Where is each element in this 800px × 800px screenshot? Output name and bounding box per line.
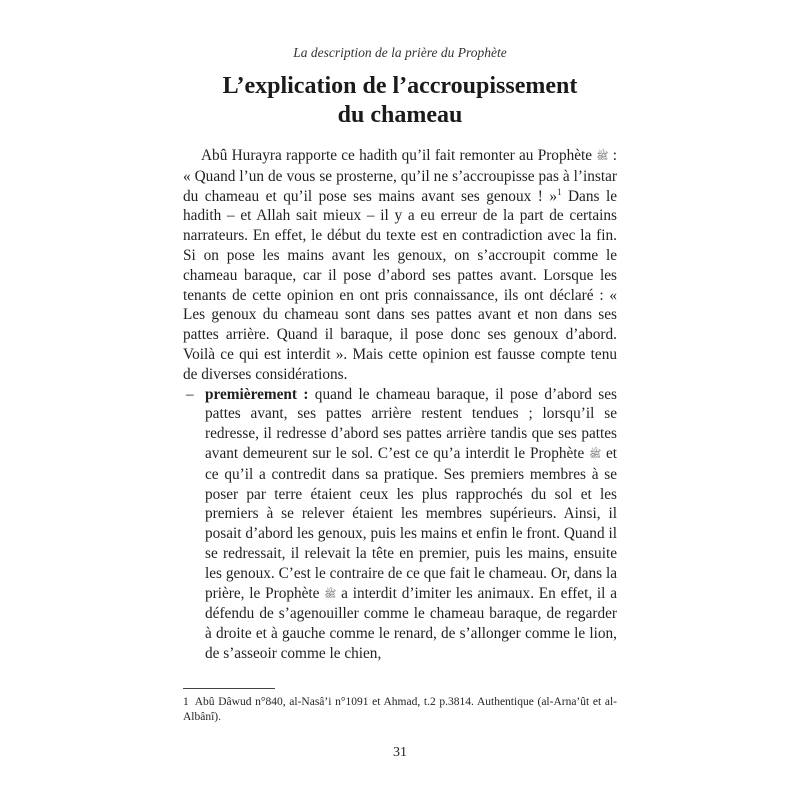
list-lead-in: premièrement :: [205, 385, 309, 403]
list-item-first: [183, 385, 617, 664]
body-text: [183, 146, 617, 664]
footnote-rule: [183, 688, 275, 689]
salawat-glyph: ﷺ: [324, 588, 337, 600]
running-head: La description de la prière du Prophète: [293, 45, 507, 60]
considerations-list: [183, 385, 617, 664]
paragraph-text-2: : « Quand l’un de vous se prosterne, qu’il ne s’accroupisse pas à l’instar du chameau et qu’il pose ses mains avant ses genoux ! »: [183, 147, 618, 205]
footnote-text: Abû Dâwud n°840, al-Nasâ’i n°1091 et Ahmad, t.2 p.3814. Authentique (al-Arna’ût et al-Albânî).: [183, 696, 617, 723]
footnote-reference[interactable]: 1: [557, 186, 562, 197]
salawat-glyph: ﷺ: [596, 151, 609, 162]
list-text-3: a interdit d’imiter les animaux. En effet, il a défendu de s’agenouiller comme le chameau baraque, de regarder à droite et à gauche comme le renard, de s’allonger comme le lion, de s’asseoir comme le chien,: [205, 584, 618, 662]
intro-paragraph: [183, 146, 617, 385]
list-dash: –: [186, 385, 194, 403]
page-number: 31: [393, 745, 407, 760]
footnote: [183, 695, 617, 725]
paragraph-text-3: Dans le hadith – et Allah sait mieux – il y a eu erreur de la part de certains narrateurs. En effet, le début du texte est en contradiction avec la fin. Si on pose les mains avant les genoux, on s’accroupit comme le chameau baraque, car il pose d’abord ses pattes avant. Lorsque les tenants de cette opinion en ont pris connaissance, ils ont déclaré : « Les genoux du chameau sont dans ses pattes avant et non dans ses pattes arrière. Quand il baraque, il pose donc ses genoux d’abord. Voilà ce qui est interdit ». Mais cette opinion est fausse compte tenu de diverses considérations.: [183, 187, 617, 383]
list-text-1: quand le chameau baraque, il pose d’abord ses pattes avant, ses pattes arrière restent tendues ; lorsqu’il se redresse, il redresse d’abord ses pattes arrière tandis que ses pattes avant demeurent sur le sol. C’est ce qu’a interdit le Prophète: [205, 385, 617, 462]
paragraph-text-1: Abû Hurayra rapporte ce hadith qu’il fait remonter au Prophète: [201, 147, 593, 164]
list-text-2: et ce qu’il a contredit dans sa pratique. Ses premiers membres à se poser par terre étaient ceux les plus rapprochés du sol et les premiers à se relever étaient les membres supérieurs. Ainsi, il posait d’abord les genoux, puis les mains et enfin le front. Quand il se redressait, il relevait la tête en premier, puis les mains, ensuite les genoux. C’est le contraire de ce que fait le chameau. Or, dans la prière, le Prophète: [205, 444, 617, 602]
footnote-number: 1: [183, 696, 189, 708]
salawat-glyph: ﷺ: [589, 448, 602, 460]
chapter-title-line-1: L’explication de l’accroupissement: [222, 73, 578, 99]
chapter-title-line-2: du chameau: [337, 102, 463, 128]
chapter-title: [183, 72, 617, 130]
